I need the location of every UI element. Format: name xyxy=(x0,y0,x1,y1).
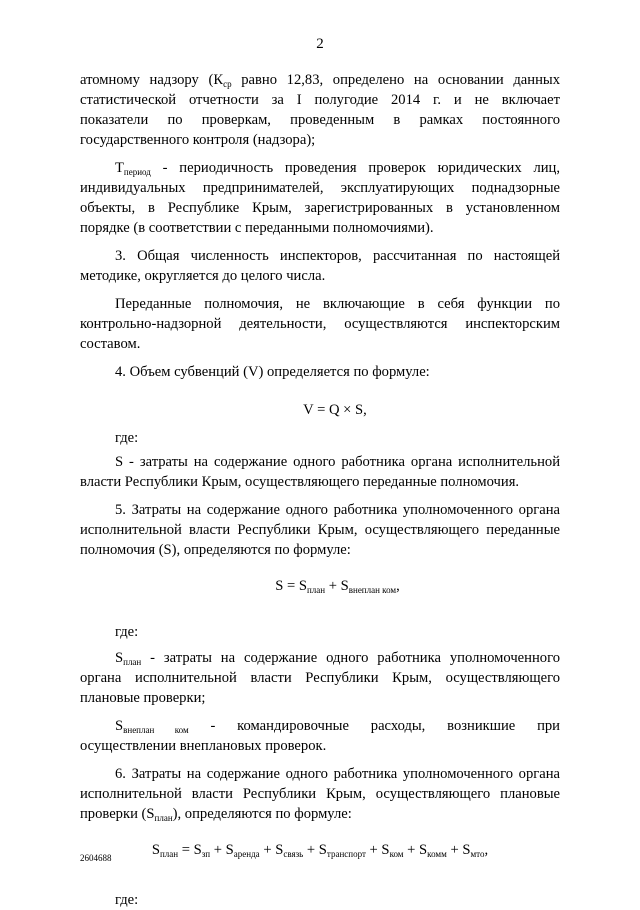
page-number: 2 xyxy=(316,36,324,52)
where-label-1: где: xyxy=(115,430,139,446)
paragraph-s-def: S - затраты на содержание одного работника органа исполнительной власти Республики Крым, осуществляющего переданные полномочия. xyxy=(80,454,560,490)
document-body xyxy=(80,70,560,910)
paragraph-5: 5. Затраты на содержание одного работника уполномоченного органа исполнительной власти Республики Крым, осуществляющего переданные полномочия (S), определяются по формуле: xyxy=(80,502,560,558)
paragraph-k-avg: атомному надзору ($К_{ср}$ равно 12,83, определено на основании данных статистической отчетности за I полугодие 2014 г. и не включает показатели по проверкам, проведенным в рамках постоянного государственного контроля (надзора); xyxy=(80,72,560,148)
formula-subvention: V = Q × S, xyxy=(303,402,367,418)
where-label-2: где: xyxy=(115,624,139,640)
paragraph-6: 6. Затраты на содержание одного работника уполномоченного органа исполнительной власти Республики Крым, осуществляющего плановые проверки $(S_{план})$, определяются по формуле: xyxy=(80,766,560,823)
paragraph-3: 3. Общая численность инспекторов, рассчитанная по настоящей методике, округляется до целого числа. xyxy=(80,248,560,284)
formula-s-plan: $S_{план} = S_{зп} + S_{аренда} + S_{связь} + S_{транспорт} + S_{ком} + S_{комм} + S_{мто}$, xyxy=(151,842,489,859)
paragraph-s-plan: $S_{план}$ - затраты на содержание одного работника уполномоченного органа исполнительной власти Республики Крым, осуществляющего плановые проверки; xyxy=(80,650,560,706)
document-id: 2604688 xyxy=(80,853,112,863)
paragraph-t-period: $Т_{период}$ - периодичность проведения проверок юридических лиц, индивидуальных предпринимателей, эксплуатирующих поднадзорные объекты, в Республике Крым, зарегистрированных в установленном порядке (в соответствии с переданными полномочиями). xyxy=(80,160,560,236)
paragraph-delegated: Переданные полномочия, не включающие в себя функции по контрольно-надзорной деятельности, осуществляются инспекторским составом. xyxy=(80,296,560,352)
paragraph-4: 4. Объем субвенций (V) определяется по формуле: xyxy=(115,364,430,380)
formula-s: $S = S_{план} + S_{внеплан ком}$, xyxy=(275,578,400,595)
where-label-3: где: xyxy=(115,892,139,908)
paragraph-s-unplanned: $S_{внеплан ком}$ - командировочные расходы, возникшие при осуществлении внеплановых проверок. xyxy=(80,718,560,754)
